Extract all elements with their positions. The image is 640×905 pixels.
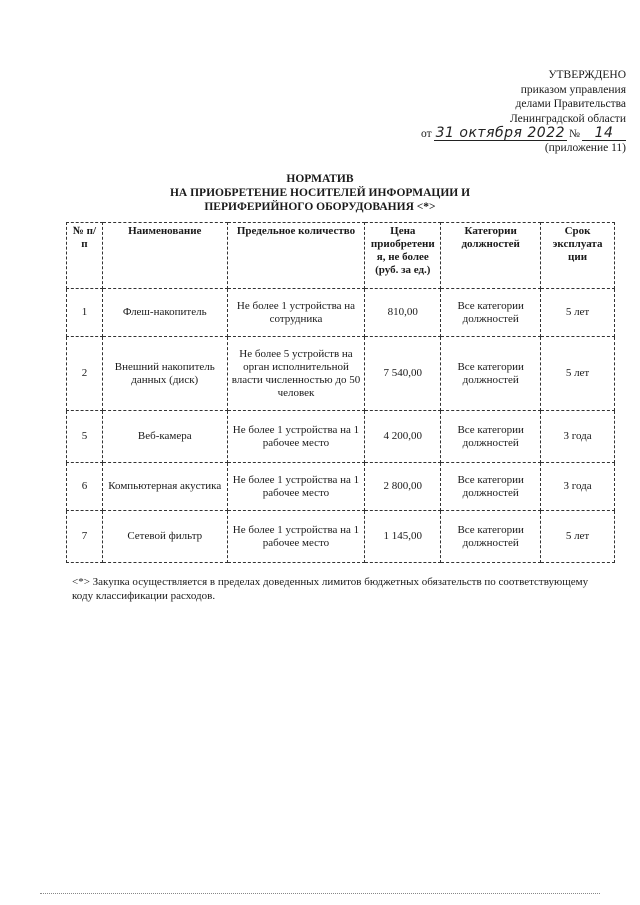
approval-date-row — [366, 126, 626, 141]
cell-qty: Не более 1 устройства на сотрудника — [227, 289, 365, 337]
document-title — [0, 172, 640, 214]
cell-qty: Не более 1 устройства на 1 рабочее место — [227, 511, 365, 563]
approval-block — [366, 68, 626, 156]
cell-term: 5 лет — [541, 289, 615, 337]
handwritten-number: 14 — [582, 126, 626, 141]
table-row — [67, 511, 615, 563]
number-prefix: № — [569, 127, 580, 140]
table-row — [67, 337, 615, 411]
approval-line: делами Правительства — [515, 98, 626, 110]
table-row — [67, 411, 615, 463]
approval-line: Ленинградской области — [509, 112, 626, 125]
header-name: Наименование — [102, 223, 227, 289]
cell-name: Веб-камера — [102, 411, 227, 463]
cell-num: 7 — [67, 511, 103, 563]
cell-term: 3 года — [541, 463, 615, 511]
cell-category: Все категории должностей — [441, 337, 541, 411]
cell-category: Все категории должностей — [441, 463, 541, 511]
cell-qty: Не более 1 устройства на 1 рабочее место — [227, 463, 365, 511]
cell-price: 7 540,00 — [365, 337, 441, 411]
table-header-row — [67, 223, 615, 289]
header-category: Категории должностей — [441, 223, 541, 289]
cell-name: Внешний накопитель данных (диск) — [102, 337, 227, 411]
cell-category: Все категории должностей — [441, 289, 541, 337]
cell-price: 4 200,00 — [365, 411, 441, 463]
cell-num: 5 — [67, 411, 103, 463]
footnote: <*> Закупка осуществляется в пределах доведенных лимитов бюджетных обязательств по соответствующему коду классификации расходов. — [72, 576, 589, 602]
header-price: Цена приобретени я, не более (руб. за ед.) — [365, 223, 441, 289]
cell-price: 1 145,00 — [365, 511, 441, 563]
title-line: ПЕРИФЕРИЙНОГО ОБОРУДОВАНИЯ <*> — [204, 201, 436, 213]
approval-heading: УТВЕРЖДЕНО — [548, 69, 626, 81]
cell-num: 2 — [67, 337, 103, 411]
cell-price: 810,00 — [365, 289, 441, 337]
handwritten-date: 31 октября 2022 — [435, 125, 566, 141]
cell-name: Компьютерная акустика — [102, 463, 227, 511]
page-bottom-divider — [40, 893, 600, 894]
table-row — [67, 463, 615, 511]
approval-line: приказом управления — [520, 83, 626, 96]
attachment-note: (приложение 11) — [544, 142, 626, 154]
header-num: № п/п — [67, 223, 103, 289]
cell-category: Все категории должностей — [441, 411, 541, 463]
date-prefix: от — [421, 127, 432, 140]
cell-name: Флеш-накопитель — [102, 289, 227, 337]
cell-term: 5 лет — [541, 337, 615, 411]
cell-term: 5 лет — [541, 511, 615, 563]
cell-term: 3 года — [541, 411, 615, 463]
cell-num: 6 — [67, 463, 103, 511]
cell-qty: Не более 5 устройств на орган исполнительной власти численностью до 50 человек — [227, 337, 365, 411]
cell-qty: Не более 1 устройства на 1 рабочее место — [227, 411, 365, 463]
cell-name: Сетевой фильтр — [102, 511, 227, 563]
header-qty: Предельное количество — [227, 223, 365, 289]
header-term: Срок эксплуата ции — [541, 223, 615, 289]
norm-table — [66, 222, 615, 563]
cell-num: 1 — [67, 289, 103, 337]
table-row — [67, 289, 615, 337]
cell-price: 2 800,00 — [365, 463, 441, 511]
cell-category: Все категории должностей — [441, 511, 541, 563]
title-line: НОРМАТИВ — [286, 173, 354, 185]
title-line: НА ПРИОБРЕТЕНИЕ НОСИТЕЛЕЙ ИНФОРМАЦИИ И — [169, 187, 471, 199]
